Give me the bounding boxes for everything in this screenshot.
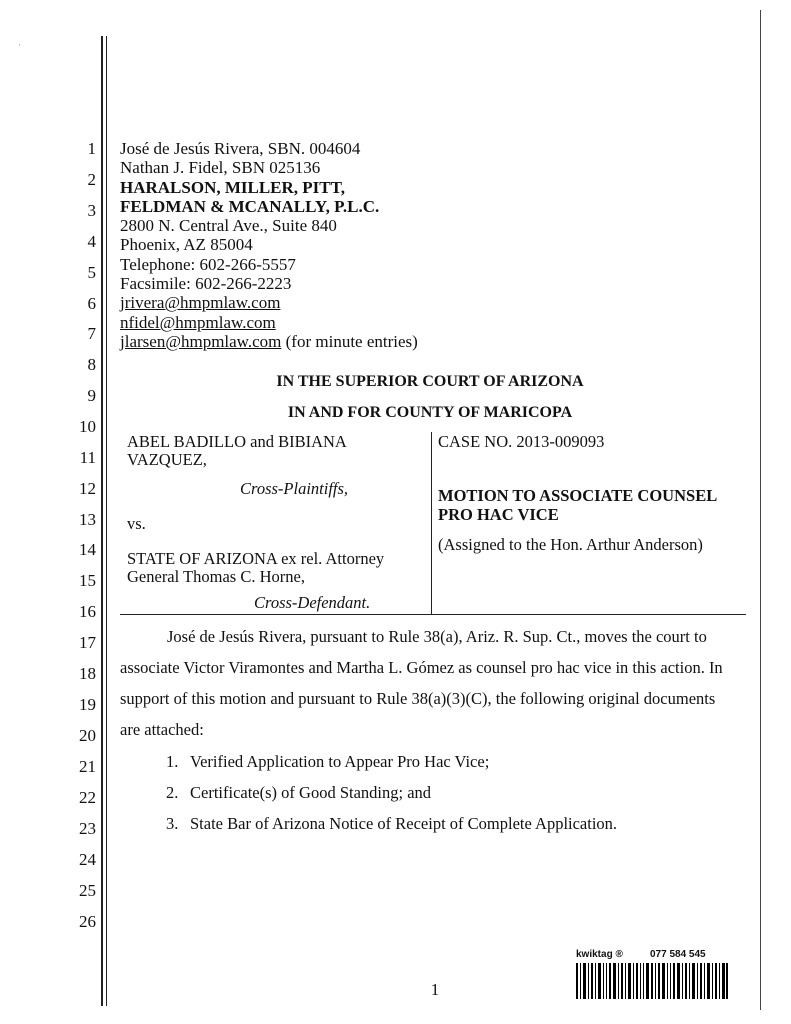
scan-speck: · — [18, 40, 21, 50]
right-margin-rule — [760, 10, 761, 1010]
line-number: 10 — [79, 417, 96, 436]
plaintiff-name-2: VAZQUEZ, — [127, 450, 207, 469]
court-heading-2: IN AND FOR COUNTY OF MARICOPA — [287, 404, 573, 421]
email-link-3[interactable]: jlarsen@hmpmlaw.com — [120, 331, 282, 351]
plaintiff-role: Cross-Plaintiffs, — [240, 479, 349, 498]
firm-name-line-2: FELDMAN & MCANALLY, P.L.C. — [120, 196, 380, 216]
line-number: 17 — [79, 633, 96, 652]
attorney-name-1: José de Jesús Rivera, SBN. 004604 — [120, 139, 361, 158]
barcode-icon — [576, 963, 728, 999]
plaintiff-name-1: ABEL BADILLO and BIBIANA — [127, 432, 347, 451]
line-number: 26 — [79, 912, 96, 931]
line-number: 8 — [87, 355, 96, 374]
line-number: 6 — [87, 294, 96, 313]
facsimile: Facsimile: 602-266-2223 — [120, 274, 292, 294]
line-number: 25 — [79, 881, 96, 900]
telephone: Telephone: 602-266-5557 — [120, 254, 296, 274]
line-number: 4 — [87, 232, 96, 251]
line-number: 9 — [87, 386, 96, 405]
list-item — [166, 814, 617, 834]
line-number: 2 — [87, 170, 96, 189]
kwiktag-label: kwiktag ® — [576, 949, 623, 960]
left-margin-rule — [101, 36, 103, 1006]
line-number: 3 — [87, 201, 96, 220]
email-link-2[interactable]: nfidel@hmpmlaw.com — [120, 312, 276, 332]
line-number: 20 — [79, 726, 96, 745]
line-number: 15 — [79, 571, 96, 590]
address-line-1: 2800 N. Central Ave., Suite 840 — [120, 216, 337, 236]
list-item-number: 1. — [166, 752, 179, 771]
list-item-number: 2. — [166, 783, 179, 802]
line-number: 16 — [79, 602, 96, 621]
motion-title-1: MOTION TO ASSOCIATE COUNSEL — [438, 486, 718, 505]
attorney-caption — [120, 139, 540, 351]
line-number: 11 — [79, 448, 96, 467]
line-number: 21 — [79, 757, 96, 776]
left-margin-rule-inner — [106, 36, 107, 1006]
page-number: 1 — [430, 980, 440, 999]
line-number: 12 — [79, 479, 96, 498]
defendant-role: Cross-Defendant. — [254, 593, 371, 612]
attorney-name-2: Nathan J. Fidel, SBN 025136 — [120, 158, 321, 178]
court-heading-1: IN THE SUPERIOR COURT OF ARIZONA — [276, 373, 584, 390]
defendant-name-1: STATE OF ARIZONA ex rel. Attorney — [127, 549, 385, 568]
line-number: 14 — [79, 540, 96, 559]
body-line-3: support of this motion and pursuant to Rule 38(a)(3)(C), the following original documents — [120, 689, 716, 708]
line-number: 24 — [79, 850, 96, 869]
list-item — [166, 752, 489, 772]
list-item — [166, 783, 431, 803]
defendant-name-2: General Thomas C. Horne, — [127, 567, 305, 586]
assigned-judge: (Assigned to the Hon. Arthur Anderson) — [438, 535, 703, 554]
caption-divider-vertical — [431, 432, 432, 615]
email-link-1[interactable]: jrivera@hmpmlaw.com — [120, 293, 281, 313]
body-line-2: associate Victor Viramontes and Martha L. Gómez as counsel pro hac vice in this action. In — [120, 658, 723, 677]
line-number: 18 — [79, 664, 96, 683]
body-line-4: are attached: — [120, 720, 204, 739]
line-number: 22 — [79, 788, 96, 807]
line-number: 19 — [79, 695, 96, 714]
barcode-number: 077 584 545 — [650, 949, 706, 960]
list-item-text: Verified Application to Appear Pro Hac Vice; — [190, 752, 490, 771]
list-item-text: State Bar of Arizona Notice of Receipt of Complete Application. — [190, 814, 618, 833]
line-number: 5 — [87, 263, 96, 282]
motion-title-2: PRO HAC VICE — [438, 505, 559, 524]
firm-name-line-1: HARALSON, MILLER, PITT, — [120, 177, 345, 197]
address-line-2: Phoenix, AZ 85004 — [120, 235, 253, 255]
list-item-number: 3. — [166, 814, 179, 833]
caption-divider-horizontal — [120, 614, 746, 615]
line-number: 7 — [87, 324, 96, 343]
line-number: 13 — [79, 510, 96, 529]
body-line-1: José de Jesús Rivera, pursuant to Rule 38(a), Ariz. R. Sup. Ct., moves the court to — [167, 627, 707, 646]
case-number: CASE NO. 2013-009093 — [438, 432, 605, 451]
email-note: (for minute entries) — [281, 331, 418, 351]
versus: vs. — [127, 514, 146, 533]
line-number: 1 — [87, 139, 96, 158]
line-number: 23 — [79, 819, 96, 838]
list-item-text: Certificate(s) of Good Standing; and — [190, 783, 432, 802]
